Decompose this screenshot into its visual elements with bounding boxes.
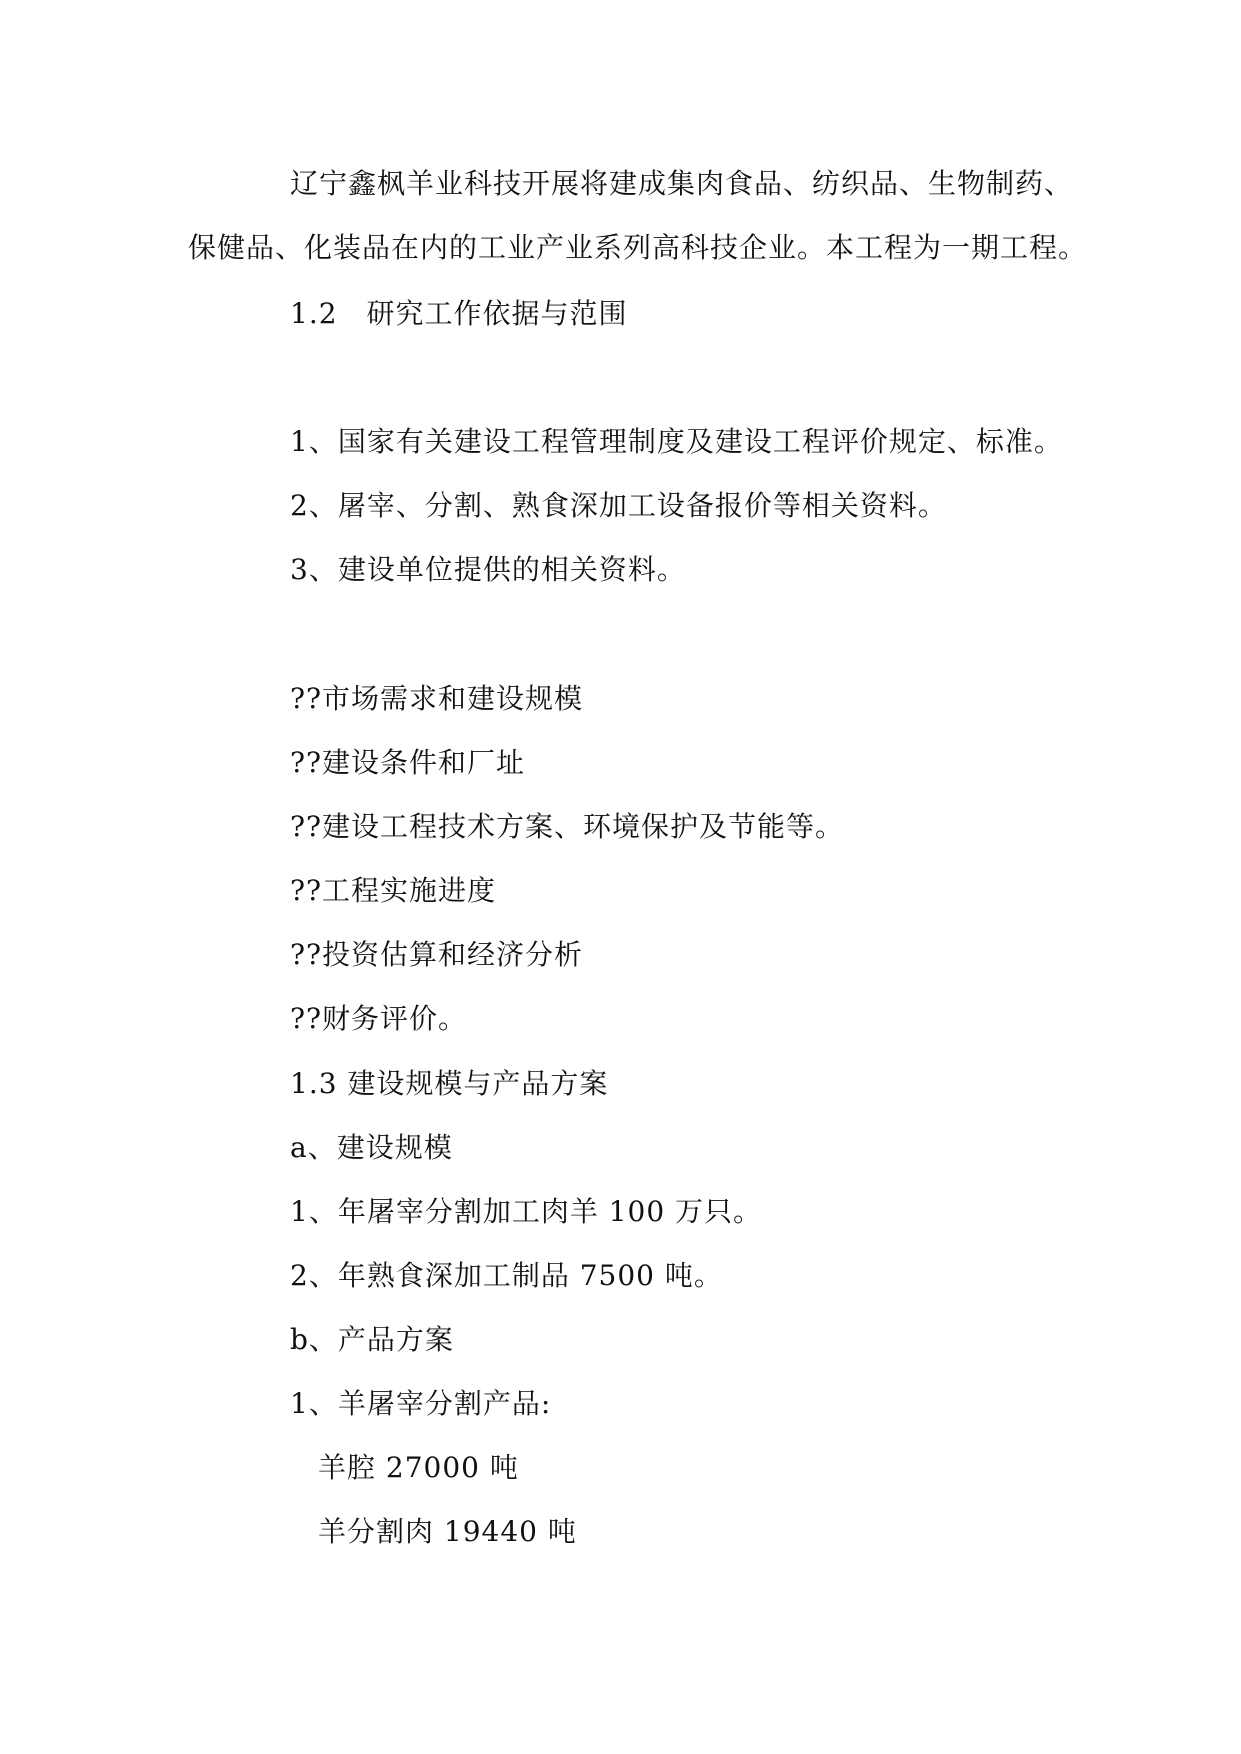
product-detail-1: 羊腔 27000 吨 [318, 1451, 519, 1484]
scope-item-5: ??投资估算和经济分析 [290, 938, 584, 971]
product-item-1: 1、羊屠宰分割产品: [290, 1387, 552, 1420]
basis-item-1: 1、国家有关建设工程管理制度及建设工程评价规定、标准。 [290, 425, 1063, 458]
scope-item-6: ??财务评价。 [290, 1002, 468, 1035]
scope-item-3: ??建设工程技术方案、环境保护及节能等。 [290, 810, 845, 843]
intro-line-2: 保健品、化装品在内的工业产业系列高科技企业。本工程为一期工程。 [188, 231, 1088, 264]
basis-item-2: 2、屠宰、分割、熟食深加工设备报价等相关资料。 [290, 489, 947, 522]
section-1-2-heading: 1.2 研究工作依据与范围 [290, 297, 628, 330]
basis-item-3: 3、建设单位提供的相关资料。 [290, 553, 686, 586]
product-heading: b、产品方案 [290, 1323, 454, 1356]
scale-item-1: 1、年屠宰分割加工肉羊 100 万只。 [290, 1195, 763, 1228]
product-detail-2: 羊分割肉 19440 吨 [318, 1515, 577, 1548]
scale-item-2: 2、年熟食深加工制品 7500 吨。 [290, 1259, 723, 1292]
scale-heading: a、建设规模 [290, 1131, 453, 1164]
intro-line-1: 辽宁鑫枫羊业科技开展将建成集肉食品、纺织品、生物制药、 [290, 167, 1074, 200]
scope-item-1: ??市场需求和建设规模 [290, 682, 584, 715]
scope-item-2: ??建设条件和厂址 [290, 746, 526, 779]
section-1-3-heading: 1.3 建设规模与产品方案 [290, 1067, 609, 1100]
scope-item-4: ??工程实施进度 [290, 874, 497, 907]
